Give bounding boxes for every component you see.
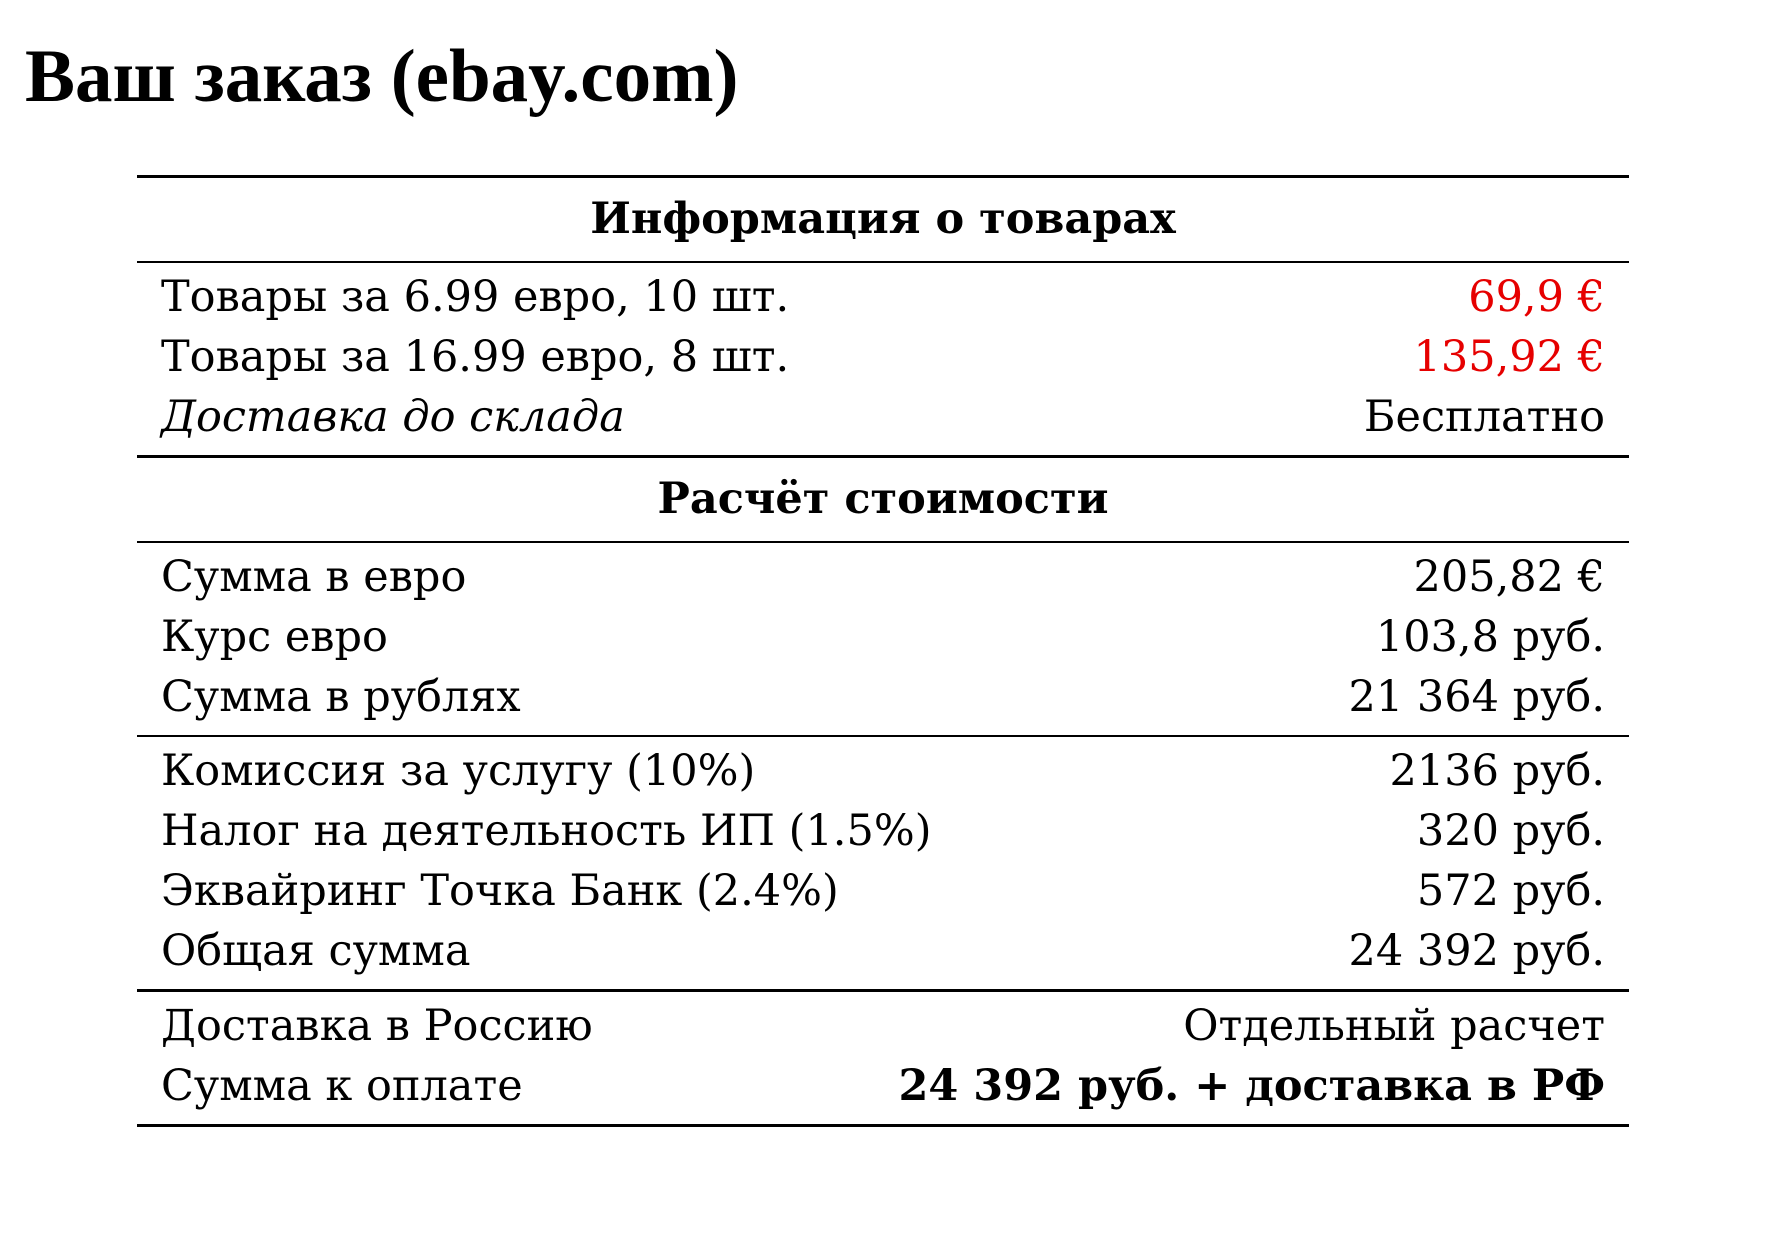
page-title: Ваш заказ (ebay.com) [25,35,739,118]
warehouse-shipping-label: Доставка до склада [161,392,625,442]
warehouse-shipping-row [137,387,1629,447]
items-rows [137,263,1629,455]
bottom-rule [137,1124,1629,1127]
russia-shipping-label: Доставка в Россию [161,1001,593,1051]
sum-eur-row [137,547,1629,607]
item-row-label: Товары за 6.99 евро, 10 шт. [161,272,790,322]
russia-shipping-value: Отдельный расчет [1183,1001,1605,1051]
item-row-1 [137,267,1629,327]
item-row-value: 135,92 € [1413,332,1605,382]
sum-rub-value: 21 364 руб. [1348,672,1605,722]
total-row [137,921,1629,981]
warehouse-shipping-value: Бесплатно [1363,392,1605,442]
acquiring-label: Эквайринг Точка Банк (2.4%) [161,866,839,916]
conversion-rows [137,543,1629,735]
order-summary-table [137,175,1629,1127]
total-value: 24 392 руб. [1348,926,1605,976]
service-fee-label: Комиссия за услугу (10%) [161,746,756,796]
item-row-value: 69,9 € [1468,272,1605,322]
sum-rub-label: Сумма в рублях [161,672,521,722]
russia-shipping-row [137,996,1629,1056]
service-fee-value: 2136 руб. [1389,746,1605,796]
tax-label: Налог на деятельность ИП (1.5%) [161,806,932,856]
final-rows [137,992,1629,1124]
eur-rate-value: 103,8 руб. [1375,612,1605,662]
total-label: Общая сумма [161,926,471,976]
tax-value: 320 руб. [1416,806,1605,856]
tax-row [137,801,1629,861]
amount-due-label: Сумма к оплате [161,1061,523,1111]
service-fee-row [137,741,1629,801]
calc-section-heading: Расчёт стоимости [657,474,1109,524]
acquiring-row [137,861,1629,921]
eur-rate-row [137,607,1629,667]
fee-rows [137,737,1629,989]
amount-due-value: 24 392 руб. + доставка в РФ [898,1061,1605,1111]
amount-due-row [137,1056,1629,1116]
acquiring-value: 572 руб. [1416,866,1605,916]
item-row-2 [137,327,1629,387]
item-row-label: Товары за 16.99 евро, 8 шт. [161,332,790,382]
sum-eur-value: 205,82 € [1413,552,1605,602]
eur-rate-label: Курс евро [161,612,388,662]
items-section-heading: Информация о товарах [590,194,1176,244]
sum-eur-label: Сумма в евро [161,552,467,602]
sum-rub-row [137,667,1629,727]
